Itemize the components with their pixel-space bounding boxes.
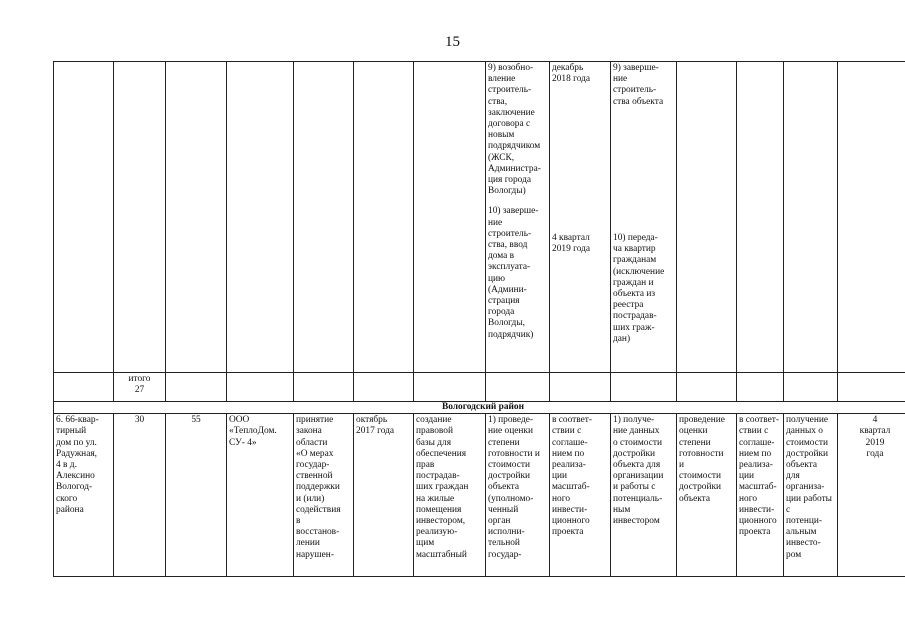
count-cell [166,414,227,577]
table-cell [294,62,354,373]
count-value: 55 [191,415,201,426]
step9-measure: 9) возобно- вление строитель- ства, заключение договора с новым подрядчиком (ЖСК, Администра- ция города Вологды) [488,63,541,197]
total-label: итого 27 [128,374,151,396]
table-cell [294,373,354,402]
step-measure-cell [486,62,550,373]
table-cell [166,373,227,402]
table-cell [414,62,486,373]
total-row [54,373,905,402]
table-cell [114,62,166,373]
investor-result: получение данных о стоимости достройки объекта для организа- ции работы с потенци- альным инвесто- ром [786,415,832,560]
step10-term: 4 квартал 2019 года [552,233,591,255]
step-measure-cell [486,414,550,577]
table-cell [784,373,838,402]
table-cell [611,373,677,402]
table-cell [838,373,905,402]
table-cell [414,373,486,402]
term-cell [354,414,414,577]
law-term: октябрь 2017 года [356,415,395,437]
table-cell [737,373,784,402]
table-cell [677,62,737,373]
step-result-cell [611,62,677,373]
step1-measure: 1) проведе- ние оценки степени готовности и стоимости достройки объекта (уполномо- ченный орган исполни- тельной государ- [488,415,540,560]
step-term-cell [550,62,611,373]
table-cell [354,373,414,402]
step9-result: 9) заверше- ние строитель- ства объекта [613,63,664,107]
step9-term: декабрь 2018 года [552,63,591,85]
table-cell [737,62,784,373]
count-value: 30 [134,415,145,426]
developer-name: ООО «ТеплоДом. СУ- 4» [229,415,277,448]
investor-measure: проведение оценки степени готовности и стоимости достройки объекта [679,415,725,504]
region-header: Вологодский район [54,402,905,414]
investor-term: в соответ- ствии с соглаше- нием по реализа- ции масштаб- ного инвести- ционного проекта [739,415,780,538]
investor-term-cell [737,414,784,577]
table-cell [486,373,550,402]
table-cell [677,373,737,402]
object-cell [54,414,114,577]
table-cell [550,373,611,402]
table-cell [54,373,114,402]
step10-measure: 10) заверше- ние строитель- ства, ввод дома в эксплуата- цию (Админи- страция города Вологды, подрядчик) [488,206,539,340]
count-cell [114,414,166,577]
investor-measure-cell [677,414,737,577]
region-row [54,402,905,414]
step-result-cell [611,414,677,577]
step1-term: в соответ- ствии с соглаше- нием по реализа- ции масштаб- ного инвести- ционного проекта [552,415,593,538]
law-measure: принятие закона области «О мерах государ- ственной поддержки и (или) содействия в восстанов- лении нарушен- [296,415,341,560]
table-cell [838,62,905,373]
step1-result: 1) получе- ние данных о стоимости достройки объекта для организации и работы с потенциаль- ным инвестором [613,415,664,527]
step10-result: 10) переда- ча квартир гражданам (исключение граждан и объекта из реестра пострадав- ших граж- дан) [613,233,665,344]
step-term-cell [550,414,611,577]
law-result: создание правовой базы для обеспечения прав пострадав- ших граждан на жилые помещения инвестором, реализую- щим масштабный [416,415,469,560]
table-cell [166,62,227,373]
table-cell [784,62,838,373]
result-cell [414,414,486,577]
table-cell [227,373,294,402]
developer-cell [227,414,294,577]
final-term: 4 квартал 2019 года [859,415,891,459]
table-cell [227,62,294,373]
object-name: 6. 66-квар- тирный дом по ул. Радужная, 4 в д. Алексино Вологод- ского района [56,415,99,515]
investor-result-cell [784,414,838,577]
object-row [54,414,905,577]
total-label-cell [114,373,166,402]
measure-cell [294,414,354,577]
table-cell [54,62,114,373]
page-number: 15 [445,34,460,50]
table-cell [354,62,414,373]
program-table [53,61,905,577]
final-term-cell [838,414,905,577]
continuation-row [54,62,905,373]
